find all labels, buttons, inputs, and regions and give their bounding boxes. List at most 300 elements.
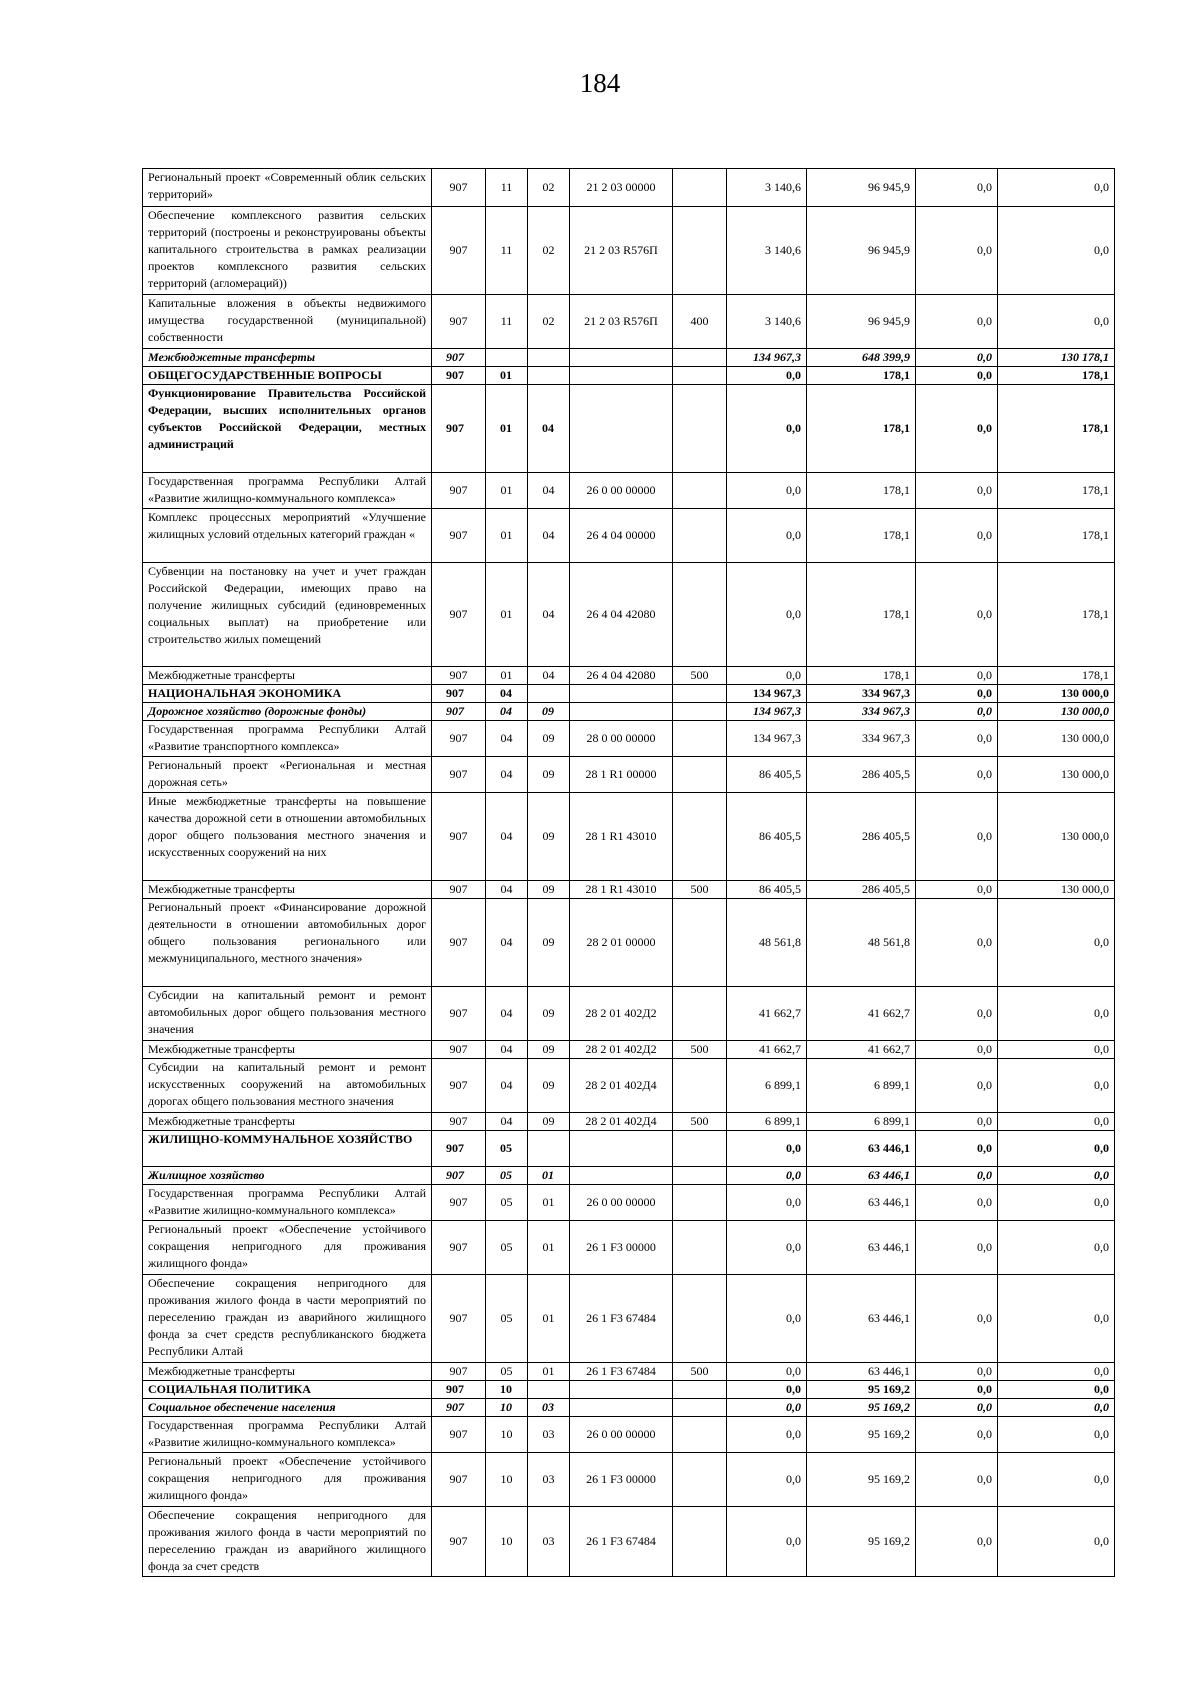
row-target-code: 21 2 03 R576П: [570, 295, 673, 349]
table-row: [143, 1059, 1115, 1113]
row-value-1: 86 405,5: [727, 881, 807, 899]
row-section-code: 05: [486, 1221, 528, 1275]
row-value-4: 0,0: [998, 1221, 1115, 1275]
table-row: [143, 563, 1115, 667]
row-value-4: 130 000,0: [998, 721, 1115, 757]
table-row: [143, 899, 1115, 987]
row-subsection-code: [528, 1381, 570, 1399]
row-target-code: 28 1 R1 43010: [570, 793, 673, 881]
row-admin-code: 907: [432, 563, 486, 667]
row-value-2: 63 446,1: [807, 1131, 916, 1167]
row-value-4: 130 000,0: [998, 703, 1115, 721]
row-value-2: 178,1: [807, 367, 916, 385]
row-expense-code: 500: [673, 667, 727, 685]
row-subsection-code: 04: [528, 385, 570, 473]
row-target-code: [570, 1381, 673, 1399]
row-name: Региональный проект «Финансирование дорожной деятельности в отношении автомобильных дорог общего пользования регионального или межмуниципального, местного значения»: [143, 899, 432, 987]
row-subsection-code: 04: [528, 509, 570, 563]
row-admin-code: 907: [432, 1185, 486, 1221]
row-section-code: 04: [486, 1113, 528, 1131]
row-value-2: 63 446,1: [807, 1221, 916, 1275]
row-value-3: 0,0: [916, 721, 998, 757]
row-subsection-code: 09: [528, 703, 570, 721]
row-value-2: 48 561,8: [807, 899, 916, 987]
row-value-1: 0,0: [727, 1221, 807, 1275]
row-admin-code: 907: [432, 367, 486, 385]
table-row: [143, 703, 1115, 721]
row-subsection-code: [528, 1131, 570, 1167]
row-name: ЖИЛИЩНО-КОММУНАЛЬНОЕ ХОЗЯЙСТВО: [143, 1131, 432, 1167]
row-name: НАЦИОНАЛЬНАЯ ЭКОНОМИКА: [143, 685, 432, 703]
row-target-code: 26 1 F3 00000: [570, 1221, 673, 1275]
row-value-2: 63 446,1: [807, 1363, 916, 1381]
row-name: Обеспечение сокращения непригодного для проживания жилого фонда в части мероприятий по переселению граждан из аварийного жилищного фонда за счет средств республиканского бюджета Республики Алтай: [143, 1275, 432, 1363]
row-value-4: 0,0: [998, 1041, 1115, 1059]
row-name: Межбюджетные трансферты: [143, 1363, 432, 1381]
row-expense-code: [673, 169, 727, 207]
row-value-2: 6 899,1: [807, 1059, 916, 1113]
row-subsection-code: 02: [528, 295, 570, 349]
row-subsection-code: 04: [528, 667, 570, 685]
row-value-3: 0,0: [916, 169, 998, 207]
row-value-4: 0,0: [998, 1131, 1115, 1167]
row-subsection-code: 09: [528, 899, 570, 987]
row-value-1: 86 405,5: [727, 757, 807, 793]
row-expense-code: 500: [673, 1041, 727, 1059]
row-target-code: 28 2 01 402Д2: [570, 1041, 673, 1059]
row-section-code: 01: [486, 385, 528, 473]
row-target-code: 26 1 F3 67484: [570, 1275, 673, 1363]
row-name: Жилищное хозяйство: [143, 1167, 432, 1185]
row-name: Межбюджетные трансферты: [143, 667, 432, 685]
row-target-code: [570, 703, 673, 721]
row-name: Государственная программа Республики Алтай «Развитие транспортного комплекса»: [143, 721, 432, 757]
row-value-1: 6 899,1: [727, 1059, 807, 1113]
row-target-code: 28 0 00 00000: [570, 721, 673, 757]
row-expense-code: [673, 1507, 727, 1577]
row-section-code: 11: [486, 169, 528, 207]
table-row: [143, 1131, 1115, 1167]
row-value-3: 0,0: [916, 881, 998, 899]
row-section-code: [486, 349, 528, 367]
row-admin-code: 907: [432, 685, 486, 703]
row-value-3: 0,0: [916, 703, 998, 721]
row-target-code: 26 4 04 42080: [570, 563, 673, 667]
row-name: Обеспечение комплексного развития сельских территорий (построены и реконструированы объекты капитального строительства в рамках реализации проектов комплексного развития сельских территорий (агломераций)): [143, 207, 432, 295]
row-value-4: 0,0: [998, 899, 1115, 987]
row-name: Дорожное хозяйство (дорожные фонды): [143, 703, 432, 721]
row-subsection-code: 02: [528, 207, 570, 295]
row-name: Субсидии на капитальный ремонт и ремонт автомобильных дорог общего пользования местного значения: [143, 987, 432, 1041]
row-expense-code: 400: [673, 295, 727, 349]
row-section-code: 04: [486, 987, 528, 1041]
row-target-code: [570, 1399, 673, 1417]
row-admin-code: 907: [432, 1417, 486, 1453]
table-row: [143, 1041, 1115, 1059]
table-row: [143, 385, 1115, 473]
table-row: [143, 207, 1115, 295]
row-value-1: 0,0: [727, 1507, 807, 1577]
row-value-3: 0,0: [916, 1453, 998, 1507]
row-name: Комплекс процессных мероприятий «Улучшение жилищных условий отдельных категорий граждан «: [143, 509, 432, 563]
row-value-3: 0,0: [916, 1417, 998, 1453]
row-subsection-code: 09: [528, 721, 570, 757]
table-row: [143, 473, 1115, 509]
row-value-1: 0,0: [727, 1167, 807, 1185]
row-expense-code: [673, 1221, 727, 1275]
row-value-4: 0,0: [998, 987, 1115, 1041]
table-row: [143, 685, 1115, 703]
row-admin-code: 907: [432, 1275, 486, 1363]
table-row: [143, 169, 1115, 207]
row-section-code: 05: [486, 1185, 528, 1221]
row-subsection-code: 03: [528, 1453, 570, 1507]
row-expense-code: [673, 207, 727, 295]
row-value-2: 178,1: [807, 667, 916, 685]
row-section-code: 10: [486, 1417, 528, 1453]
table-row: [143, 367, 1115, 385]
row-admin-code: 907: [432, 667, 486, 685]
row-value-3: 0,0: [916, 1363, 998, 1381]
row-subsection-code: 01: [528, 1275, 570, 1363]
row-value-1: 0,0: [727, 1453, 807, 1507]
table-row: [143, 667, 1115, 685]
row-name: Межбюджетные трансферты: [143, 1113, 432, 1131]
row-value-4: 130 178,1: [998, 349, 1115, 367]
row-name: Межбюджетные трансферты: [143, 349, 432, 367]
row-value-1: 134 967,3: [727, 349, 807, 367]
row-target-code: 28 1 R1 00000: [570, 757, 673, 793]
row-subsection-code: 04: [528, 473, 570, 509]
row-value-1: 41 662,7: [727, 1041, 807, 1059]
row-target-code: 28 2 01 00000: [570, 899, 673, 987]
row-value-1: 48 561,8: [727, 899, 807, 987]
row-value-3: 0,0: [916, 349, 998, 367]
row-subsection-code: 04: [528, 563, 570, 667]
row-admin-code: 907: [432, 881, 486, 899]
row-section-code: 10: [486, 1399, 528, 1417]
row-value-2: 286 405,5: [807, 793, 916, 881]
row-target-code: [570, 1167, 673, 1185]
row-value-3: 0,0: [916, 385, 998, 473]
row-expense-code: [673, 563, 727, 667]
row-expense-code: [673, 1381, 727, 1399]
row-value-2: 95 169,2: [807, 1417, 916, 1453]
row-target-code: 26 0 00 00000: [570, 1417, 673, 1453]
row-value-3: 0,0: [916, 563, 998, 667]
row-expense-code: [673, 509, 727, 563]
row-target-code: [570, 349, 673, 367]
row-target-code: 26 1 F3 67484: [570, 1507, 673, 1577]
row-section-code: 04: [486, 1041, 528, 1059]
table-row: [143, 349, 1115, 367]
row-admin-code: 907: [432, 295, 486, 349]
row-expense-code: [673, 385, 727, 473]
row-name: Иные межбюджетные трансферты на повышение качества дорожной сети в отношении автомобильных дорог общего пользования местного значения и искусственных сооружений на них: [143, 793, 432, 881]
row-expense-code: [673, 1417, 727, 1453]
row-admin-code: 907: [432, 757, 486, 793]
row-name: Региональный проект «Региональная и местная дорожная сеть»: [143, 757, 432, 793]
row-value-2: 334 967,3: [807, 685, 916, 703]
row-value-4: 0,0: [998, 1507, 1115, 1577]
row-name: Региональный проект «Обеспечение устойчивого сокращения непригодного для проживания жилищного фонда»: [143, 1453, 432, 1507]
row-name: Государственная программа Республики Алтай «Развитие жилищно-коммунального комплекса»: [143, 1417, 432, 1453]
row-value-1: 0,0: [727, 385, 807, 473]
row-section-code: 04: [486, 757, 528, 793]
row-section-code: 05: [486, 1167, 528, 1185]
row-section-code: 04: [486, 703, 528, 721]
row-section-code: 05: [486, 1275, 528, 1363]
row-value-1: 134 967,3: [727, 721, 807, 757]
row-name: Региональный проект «Обеспечение устойчивого сокращения непригодного для проживания жилищного фонда»: [143, 1221, 432, 1275]
row-value-3: 0,0: [916, 1167, 998, 1185]
row-value-1: 41 662,7: [727, 987, 807, 1041]
row-value-3: 0,0: [916, 793, 998, 881]
row-target-code: 26 4 04 00000: [570, 509, 673, 563]
row-value-2: 95 169,2: [807, 1399, 916, 1417]
row-value-2: 96 945,9: [807, 207, 916, 295]
table-row: [143, 987, 1115, 1041]
row-subsection-code: 03: [528, 1417, 570, 1453]
row-admin-code: 907: [432, 1363, 486, 1381]
row-section-code: 10: [486, 1381, 528, 1399]
row-value-2: 178,1: [807, 509, 916, 563]
row-value-4: 0,0: [998, 1167, 1115, 1185]
row-value-1: 0,0: [727, 473, 807, 509]
row-target-code: 26 1 F3 67484: [570, 1363, 673, 1381]
row-subsection-code: [528, 349, 570, 367]
table-row: [143, 1113, 1115, 1131]
table-row: [143, 1185, 1115, 1221]
row-value-2: 178,1: [807, 385, 916, 473]
row-expense-code: [673, 1453, 727, 1507]
row-section-code: 04: [486, 685, 528, 703]
row-value-4: 130 000,0: [998, 757, 1115, 793]
row-expense-code: [673, 1059, 727, 1113]
row-name: Межбюджетные трансферты: [143, 1041, 432, 1059]
row-section-code: 04: [486, 881, 528, 899]
row-value-1: 0,0: [727, 1275, 807, 1363]
row-name: Региональный проект «Современный облик сельских территорий»: [143, 169, 432, 207]
row-name: Межбюджетные трансферты: [143, 881, 432, 899]
row-value-3: 0,0: [916, 1185, 998, 1221]
row-expense-code: [673, 1399, 727, 1417]
row-value-2: 286 405,5: [807, 881, 916, 899]
row-target-code: 26 0 00 00000: [570, 1185, 673, 1221]
row-value-1: 86 405,5: [727, 793, 807, 881]
row-target-code: [570, 685, 673, 703]
row-value-1: 0,0: [727, 1399, 807, 1417]
row-value-2: 63 446,1: [807, 1185, 916, 1221]
row-admin-code: 907: [432, 349, 486, 367]
row-admin-code: 907: [432, 1131, 486, 1167]
row-admin-code: 907: [432, 385, 486, 473]
row-section-code: 01: [486, 563, 528, 667]
row-value-2: 96 945,9: [807, 295, 916, 349]
row-admin-code: 907: [432, 1453, 486, 1507]
row-value-4: 130 000,0: [998, 685, 1115, 703]
row-value-4: 178,1: [998, 473, 1115, 509]
row-subsection-code: 09: [528, 1059, 570, 1113]
row-value-3: 0,0: [916, 473, 998, 509]
row-value-3: 0,0: [916, 1113, 998, 1131]
row-value-4: 0,0: [998, 1185, 1115, 1221]
row-value-1: 0,0: [727, 1185, 807, 1221]
row-name: Социальное обеспечение населения: [143, 1399, 432, 1417]
row-value-2: 96 945,9: [807, 169, 916, 207]
row-subsection-code: 01: [528, 1167, 570, 1185]
row-admin-code: 907: [432, 207, 486, 295]
table-row: [143, 1453, 1115, 1507]
row-target-code: 28 2 01 402Д2: [570, 987, 673, 1041]
row-subsection-code: 09: [528, 1041, 570, 1059]
row-name: Обеспечение сокращения непригодного для проживания жилого фонда в части мероприятий по переселению граждан из аварийного жилищного фонда за счет средств: [143, 1507, 432, 1577]
row-value-3: 0,0: [916, 1041, 998, 1059]
row-admin-code: 907: [432, 1399, 486, 1417]
row-value-2: 178,1: [807, 563, 916, 667]
row-value-4: 0,0: [998, 207, 1115, 295]
row-section-code: 05: [486, 1131, 528, 1167]
row-value-3: 0,0: [916, 509, 998, 563]
row-subsection-code: 09: [528, 757, 570, 793]
row-value-2: 95 169,2: [807, 1507, 916, 1577]
table-row: [143, 793, 1115, 881]
table-row: [143, 721, 1115, 757]
row-value-3: 0,0: [916, 1381, 998, 1399]
row-value-4: 0,0: [998, 1113, 1115, 1131]
row-expense-code: [673, 685, 727, 703]
row-target-code: [570, 385, 673, 473]
row-section-code: 01: [486, 473, 528, 509]
row-subsection-code: 03: [528, 1399, 570, 1417]
row-value-4: 178,1: [998, 563, 1115, 667]
row-name: Субвенции на постановку на учет и учет граждан Российской Федерации, имеющих право на получение жилищных субсидий (единовременных социальных выплат) на приобретение или строительство жилых помещений: [143, 563, 432, 667]
row-value-1: 0,0: [727, 1363, 807, 1381]
row-expense-code: [673, 757, 727, 793]
row-value-1: 0,0: [727, 1381, 807, 1399]
row-value-4: 0,0: [998, 295, 1115, 349]
row-section-code: 04: [486, 899, 528, 987]
row-value-2: 63 446,1: [807, 1275, 916, 1363]
row-expense-code: [673, 367, 727, 385]
row-subsection-code: 01: [528, 1185, 570, 1221]
row-expense-code: [673, 721, 727, 757]
row-expense-code: [673, 793, 727, 881]
row-value-2: 334 967,3: [807, 703, 916, 721]
row-value-3: 0,0: [916, 1059, 998, 1113]
row-target-code: 26 0 00 00000: [570, 473, 673, 509]
table-row: [143, 1507, 1115, 1577]
row-value-4: 178,1: [998, 509, 1115, 563]
row-section-code: 04: [486, 1059, 528, 1113]
row-admin-code: 907: [432, 1059, 486, 1113]
row-value-4: 130 000,0: [998, 881, 1115, 899]
row-value-2: 334 967,3: [807, 721, 916, 757]
row-value-3: 0,0: [916, 685, 998, 703]
row-value-3: 0,0: [916, 207, 998, 295]
row-value-1: 0,0: [727, 1417, 807, 1453]
row-subsection-code: 03: [528, 1507, 570, 1577]
row-value-4: 0,0: [998, 1275, 1115, 1363]
row-value-1: 3 140,6: [727, 295, 807, 349]
row-expense-code: [673, 987, 727, 1041]
row-subsection-code: 01: [528, 1363, 570, 1381]
row-name: Государственная программа Республики Алтай «Развитие жилищно-коммунального комплекса»: [143, 473, 432, 509]
row-value-1: 0,0: [727, 1131, 807, 1167]
row-value-1: 0,0: [727, 667, 807, 685]
row-value-1: 3 140,6: [727, 169, 807, 207]
row-admin-code: 907: [432, 1221, 486, 1275]
table-row: [143, 1417, 1115, 1453]
budget-table: [142, 168, 1115, 1577]
row-subsection-code: [528, 367, 570, 385]
row-value-2: 95 169,2: [807, 1381, 916, 1399]
row-section-code: 11: [486, 207, 528, 295]
row-admin-code: 907: [432, 1041, 486, 1059]
row-expense-code: [673, 1131, 727, 1167]
row-expense-code: 500: [673, 1113, 727, 1131]
row-admin-code: 907: [432, 1507, 486, 1577]
row-admin-code: 907: [432, 987, 486, 1041]
row-target-code: 28 2 01 402Д4: [570, 1059, 673, 1113]
row-value-4: 0,0: [998, 1399, 1115, 1417]
row-value-3: 0,0: [916, 987, 998, 1041]
row-section-code: 04: [486, 721, 528, 757]
row-value-1: 0,0: [727, 509, 807, 563]
row-expense-code: [673, 703, 727, 721]
row-expense-code: [673, 899, 727, 987]
row-section-code: 10: [486, 1507, 528, 1577]
row-section-code: 11: [486, 295, 528, 349]
table-row: [143, 1275, 1115, 1363]
row-target-code: 28 2 01 402Д4: [570, 1113, 673, 1131]
page-number: 184: [579, 68, 621, 98]
row-value-1: 3 140,6: [727, 207, 807, 295]
table-row: [143, 1363, 1115, 1381]
table-row: [143, 1381, 1115, 1399]
row-expense-code: [673, 1275, 727, 1363]
row-value-4: 0,0: [998, 169, 1115, 207]
row-admin-code: 907: [432, 1167, 486, 1185]
row-name: Государственная программа Республики Алтай «Развитие жилищно-коммунального комплекса»: [143, 1185, 432, 1221]
row-admin-code: 907: [432, 793, 486, 881]
row-value-2: 286 405,5: [807, 757, 916, 793]
row-value-1: 6 899,1: [727, 1113, 807, 1131]
row-expense-code: [673, 349, 727, 367]
row-value-2: 41 662,7: [807, 1041, 916, 1059]
row-value-3: 0,0: [916, 295, 998, 349]
row-target-code: 26 4 04 42080: [570, 667, 673, 685]
row-value-1: 0,0: [727, 563, 807, 667]
row-value-1: 0,0: [727, 367, 807, 385]
row-section-code: 04: [486, 793, 528, 881]
row-admin-code: 907: [432, 509, 486, 563]
row-value-4: 0,0: [998, 1059, 1115, 1113]
row-value-4: 178,1: [998, 385, 1115, 473]
row-subsection-code: 09: [528, 881, 570, 899]
row-value-4: 0,0: [998, 1363, 1115, 1381]
row-target-code: 21 2 03 00000: [570, 169, 673, 207]
row-value-4: 0,0: [998, 1417, 1115, 1453]
row-value-3: 0,0: [916, 757, 998, 793]
row-admin-code: 907: [432, 899, 486, 987]
table-row: [143, 509, 1115, 563]
row-target-code: 26 1 F3 00000: [570, 1453, 673, 1507]
row-expense-code: 500: [673, 1363, 727, 1381]
row-section-code: 01: [486, 367, 528, 385]
row-value-2: 41 662,7: [807, 987, 916, 1041]
row-name: Капитальные вложения в объекты недвижимого имущества государственной (муниципальной) собственности: [143, 295, 432, 349]
